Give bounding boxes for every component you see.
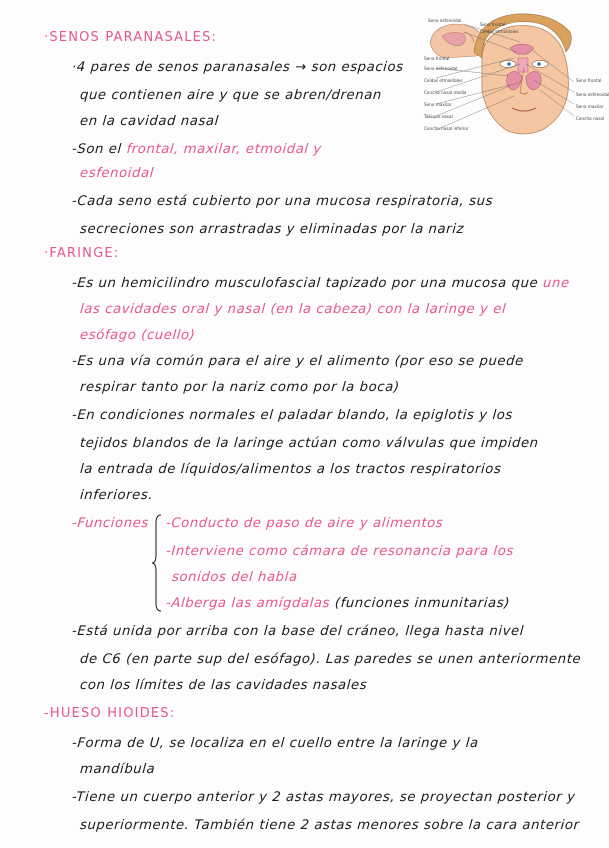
note-line: -Tiene un cuerpo anterior y 2 astas mayores, se proyectan posterior y [71, 790, 577, 805]
note-line [71, 276, 570, 291]
note-line: que contienen aire y que se abren/drenan [79, 88, 383, 103]
note-line: -Cada seno está cubierto por una mucosa respiratoria, sus [71, 194, 494, 209]
note-line: -Forma de U, se localiza en el cuello entre la laringe y la [71, 736, 480, 751]
note-line-highlight: esfenoidal [79, 166, 155, 181]
sinus-names-highlight: frontal, maxilar, etmoidal y [126, 142, 323, 157]
note-line: -En condiciones normales el paladar blando, la epiglotis y los [71, 408, 514, 423]
function-item: sonidos del habla [171, 570, 299, 585]
note-line: en la cavidad nasal [79, 114, 220, 129]
note-line [71, 142, 322, 157]
function-item: -Interviene como cámara de resonancia para los [165, 544, 515, 559]
note-highlight: une [542, 276, 571, 291]
figure-label: Concha nasal inferior [424, 126, 469, 131]
figure-label: Seno maxilar [576, 104, 604, 109]
figure-label: Celdas etmoidales [480, 29, 519, 34]
note-line: mandíbula [79, 762, 156, 777]
section-heading-hioides: -HUESO HIOIDES: [44, 706, 176, 721]
paranasal-sinus-illustration [424, 12, 609, 140]
note-text: -Son el [71, 142, 128, 157]
curly-brace-icon [152, 513, 162, 613]
figure-label: Tabique nasal [424, 114, 453, 119]
note-highlight: -Alberga las amígdalas [165, 596, 331, 611]
function-item [165, 596, 510, 611]
note-line: secreciones son arrastradas y eliminadas por la nariz [79, 222, 465, 237]
note-text: (funciones inmunitarias) [334, 596, 511, 611]
note-line-highlight: las cavidades oral y nasal (en la cabeza) con la laringe y el [79, 302, 507, 317]
function-item: -Conducto de paso de aire y alimentos [165, 516, 444, 531]
note-line: -Está unida por arriba con la base del cráneo, llega hasta nivel [71, 624, 525, 639]
figure-label: Seno esfenoidal [576, 92, 609, 97]
note-line: superiormente. También tiene 2 astas menores sobre la cara anterior [79, 818, 581, 833]
note-line: la entrada de líquidos/alimentos a los tractos respiratorios [79, 462, 502, 477]
note-line: tejidos blandos de la laringe actúan como válvulas que impiden [79, 436, 540, 451]
note-line: de C6 (en parte sup del esófago). Las paredes se unen anteriormente [79, 652, 582, 667]
figure-label: Seno esfenoidal [428, 18, 462, 23]
figure-label: Concha nasal media [424, 90, 467, 95]
figure-label: Seno frontal [576, 78, 602, 83]
figure-label: Seno frontal [480, 22, 506, 27]
note-line: ·4 pares de senos paranasales → son espacios [71, 60, 405, 75]
note-text: -Es un hemicilindro musculofascial tapizado por una mucosa que [71, 276, 539, 291]
figure-label: Seno frontal [424, 56, 450, 61]
note-line: respirar tanto por la nariz como por la boca) [79, 380, 401, 395]
figure-label: Seno esfenoidal [424, 66, 458, 71]
funciones-label: -Funciones [71, 516, 150, 531]
note-line: -Es una vía común para el aire y el alimento (por eso se puede [71, 354, 525, 369]
note-line-highlight: esófago (cuello) [79, 328, 196, 343]
note-line: con los límites de las cavidades nasales [79, 678, 368, 693]
figure-label: Celdas etmoidales [424, 78, 463, 83]
note-line: inferiores. [79, 488, 154, 503]
figure-label: Concha nasal [576, 116, 605, 121]
figure-label: Seno maxilar [424, 102, 452, 107]
section-heading-faringe: ·FARINGE: [44, 246, 120, 261]
section-heading-senos: ·SENOS PARANASALES: [44, 30, 218, 45]
